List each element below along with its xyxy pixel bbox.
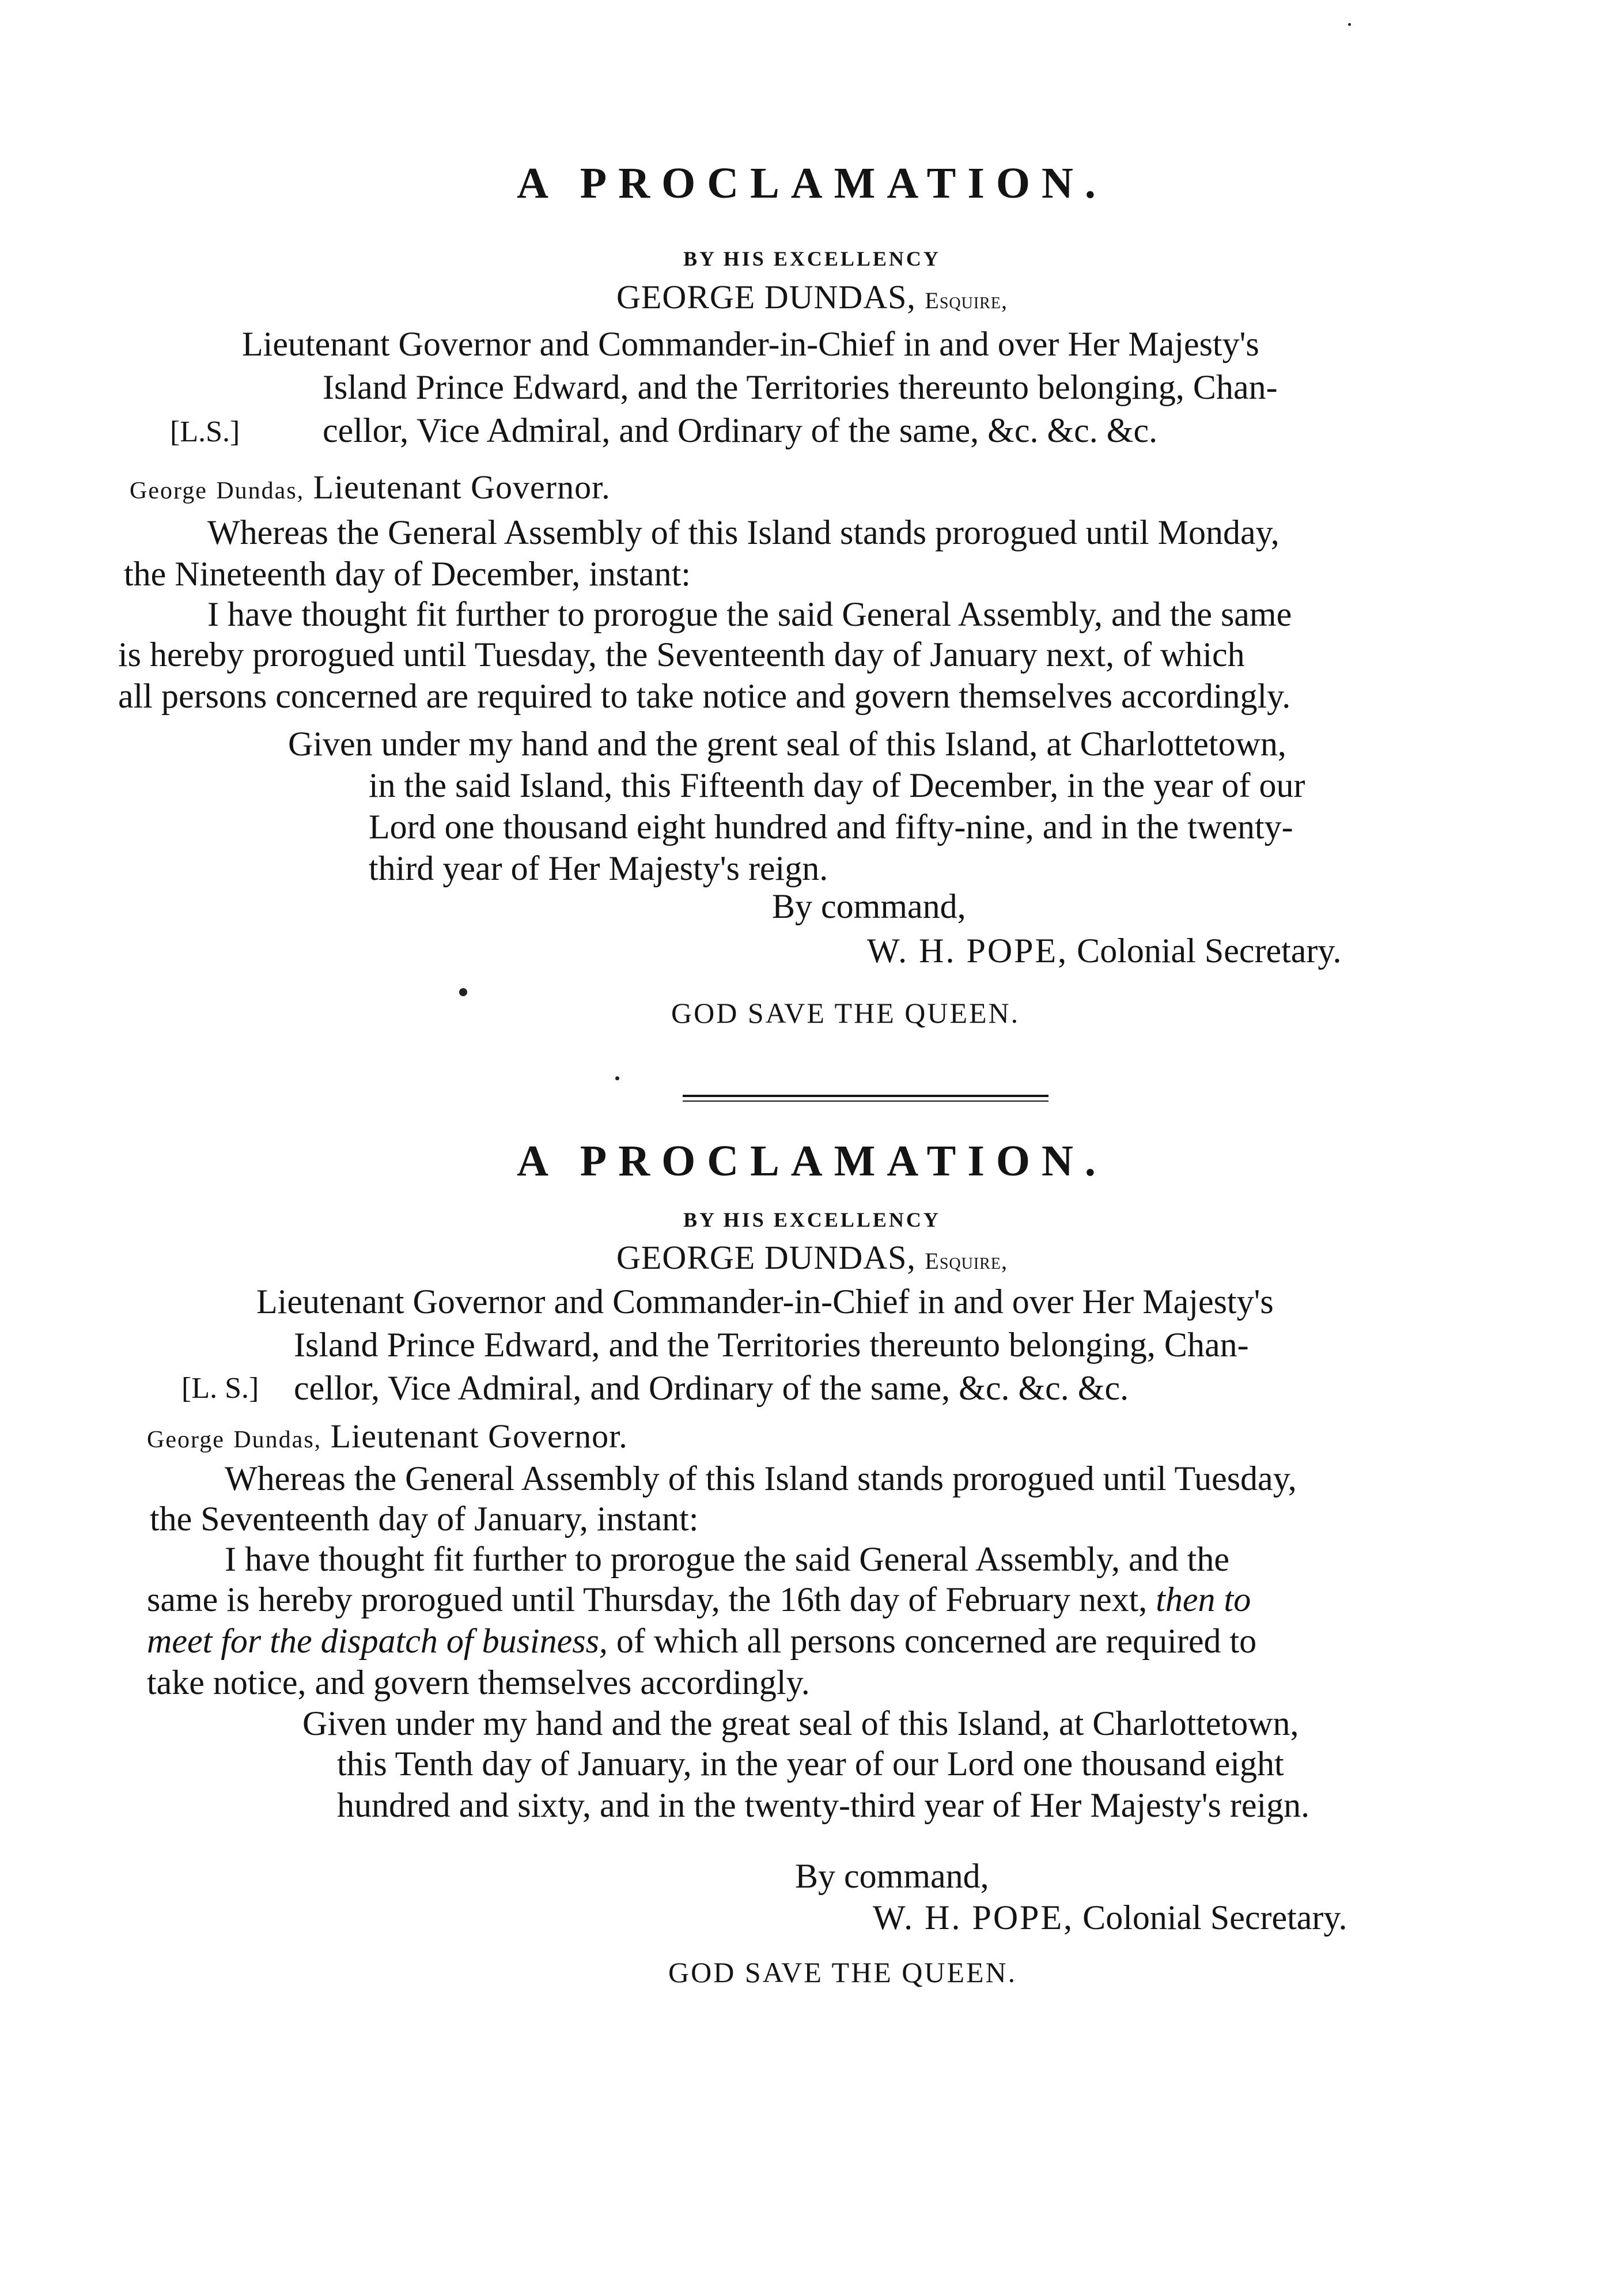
whereas-paragraph xyxy=(207,512,1458,553)
prorogue-line: I have thought fit further to prorogue the said General Assembly, and the same xyxy=(207,595,1292,633)
whereas-line: the Nineteenth day of December, instant: xyxy=(124,555,691,593)
ink-speck xyxy=(459,988,467,996)
prorogue-line: is hereby prorogued until Tuesday, the Seventeenth day of January next, of which xyxy=(118,636,1245,674)
italic-then-to: then to xyxy=(1156,1580,1251,1618)
governor-style-block-indent xyxy=(323,366,1472,452)
whereas-paragraph xyxy=(225,1458,1492,1499)
seal-mark: [L.S.] xyxy=(170,415,240,448)
signatory-name: W. H. POPE, xyxy=(873,1899,1074,1937)
given-line: Given under my hand and the grent seal of this Island, at Charlottetown, xyxy=(288,725,1286,763)
prorogue-paragraph xyxy=(225,1538,1495,1580)
governor-title: Lieutenant Governor. xyxy=(330,1417,628,1455)
given-line: Given under my hand and the great seal of this Island, at Charlottetown, xyxy=(302,1704,1299,1742)
ink-speck xyxy=(1348,23,1351,26)
whereas-line: the Seventeenth day of January, instant: xyxy=(150,1500,699,1538)
style-line: cellor, Vice Admiral, and Ordinary of the same, &c. &c. &c. xyxy=(323,411,1158,449)
whereas-line: Whereas the General Assembly of this Island stands prorogued until Monday, xyxy=(207,513,1279,551)
governor-title: Lieutenant Governor. xyxy=(313,468,611,506)
whereas-paragraph-cont xyxy=(150,1498,1492,1540)
signatory-line xyxy=(867,929,1341,973)
prorogue-line-text: same is hereby prorogued until Thursday, the 16th day of February next, xyxy=(147,1580,1148,1618)
signatory-title: Colonial Secretary. xyxy=(1077,932,1342,970)
esquire-text: Esquire, xyxy=(925,1248,1008,1274)
by-his-excellency: BY HIS EXCELLENCY xyxy=(683,247,941,270)
proclaimer-name xyxy=(0,275,1624,323)
proclaimer-name-text: GEORGE DUNDAS, xyxy=(616,1239,916,1276)
whereas-paragraph-cont xyxy=(124,553,1458,595)
governor-signature-line xyxy=(130,466,611,513)
given-line: third year of Her Majesty's reign. xyxy=(369,849,828,887)
governor-last-name: Dundas, xyxy=(233,1427,322,1453)
prorogue-paragraph-cont xyxy=(118,634,1475,717)
style-line: Lieutenant Governor and Commander-in-Chief in and over Her Majesty's xyxy=(256,1283,1274,1321)
style-line: Island Prince Edward, and the Territories thereunto belonging, Chan- xyxy=(323,368,1278,406)
governor-first-name: George xyxy=(147,1427,225,1453)
prorogue-paragraph-cont xyxy=(147,1579,1495,1703)
esquire-text: Esquire, xyxy=(925,288,1008,313)
prorogue-line: I have thought fit further to prorogue the said General Assembly, and the xyxy=(225,1540,1229,1578)
given-line: hundred and sixty, and in the twenty-third year of Her Majesty's reign. xyxy=(337,1786,1310,1824)
prorogue-line xyxy=(147,1579,1495,1620)
given-paragraph-cont xyxy=(337,1743,1495,1826)
proclaimer-name-text: GEORGE DUNDAS, xyxy=(616,278,916,316)
given-paragraph xyxy=(288,723,1475,765)
governor-last-name: Dundas, xyxy=(216,478,305,504)
given-line: Lord one thousand eight hundred and fifty-nine, and in the twenty- xyxy=(369,808,1293,846)
signatory-name: W. H. POPE, xyxy=(867,932,1069,970)
prorogue-paragraph xyxy=(207,593,1475,635)
ink-speck xyxy=(615,1076,619,1080)
given-paragraph xyxy=(302,1703,1495,1744)
by-command: By command, xyxy=(772,887,966,925)
proclaimer-name xyxy=(0,1236,1624,1283)
prorogue-line xyxy=(147,1620,1495,1662)
prorogue-line-text: of which all persons concerned are required to xyxy=(616,1622,1257,1660)
by-his-excellency: BY HIS EXCELLENCY xyxy=(683,1208,941,1231)
proclamation-title: A PROCLAMATION. xyxy=(517,159,1107,207)
governor-style-block xyxy=(242,323,1472,366)
style-line: Lieutenant Governor and Commander-in-Chief in and over Her Majesty's xyxy=(242,325,1259,363)
italic-dispatch-business: meet for the dispatch of business, xyxy=(147,1622,608,1660)
by-command: By command, xyxy=(795,1857,989,1895)
prorogue-line: all persons concerned are required to take notice and govern themselves accordingly. xyxy=(118,677,1291,715)
governor-first-name: George xyxy=(130,478,207,504)
given-line: in the said Island, this Fifteenth day of December, in the year of our xyxy=(369,766,1305,804)
governor-style-block-indent xyxy=(294,1323,1489,1410)
proclamation-title: A PROCLAMATION. xyxy=(517,1137,1107,1185)
seal-mark: [L. S.] xyxy=(181,1372,259,1405)
style-line: Island Prince Edward, and the Territories thereunto belonging, Chan- xyxy=(294,1326,1249,1364)
given-paragraph-cont xyxy=(369,765,1475,889)
god-save-the-queen: GOD SAVE THE QUEEN. xyxy=(671,997,1020,1029)
prorogue-line: take notice, and govern themselves accordingly. xyxy=(147,1663,810,1701)
style-line: cellor, Vice Admiral, and Ordinary of the same, &c. &c. &c. xyxy=(294,1369,1129,1407)
god-save-the-queen: GOD SAVE THE QUEEN. xyxy=(668,1956,1017,1988)
whereas-line: Whereas the General Assembly of this Island stands prorogued until Tuesday, xyxy=(225,1459,1297,1497)
signatory-line xyxy=(873,1896,1347,1939)
section-divider xyxy=(683,1095,1048,1097)
signatory-title: Colonial Secretary. xyxy=(1082,1899,1347,1937)
governor-style-block xyxy=(256,1280,1489,1323)
governor-signature-line xyxy=(147,1415,628,1462)
given-line: this Tenth day of January, in the year of our Lord one thousand eight xyxy=(337,1745,1284,1783)
